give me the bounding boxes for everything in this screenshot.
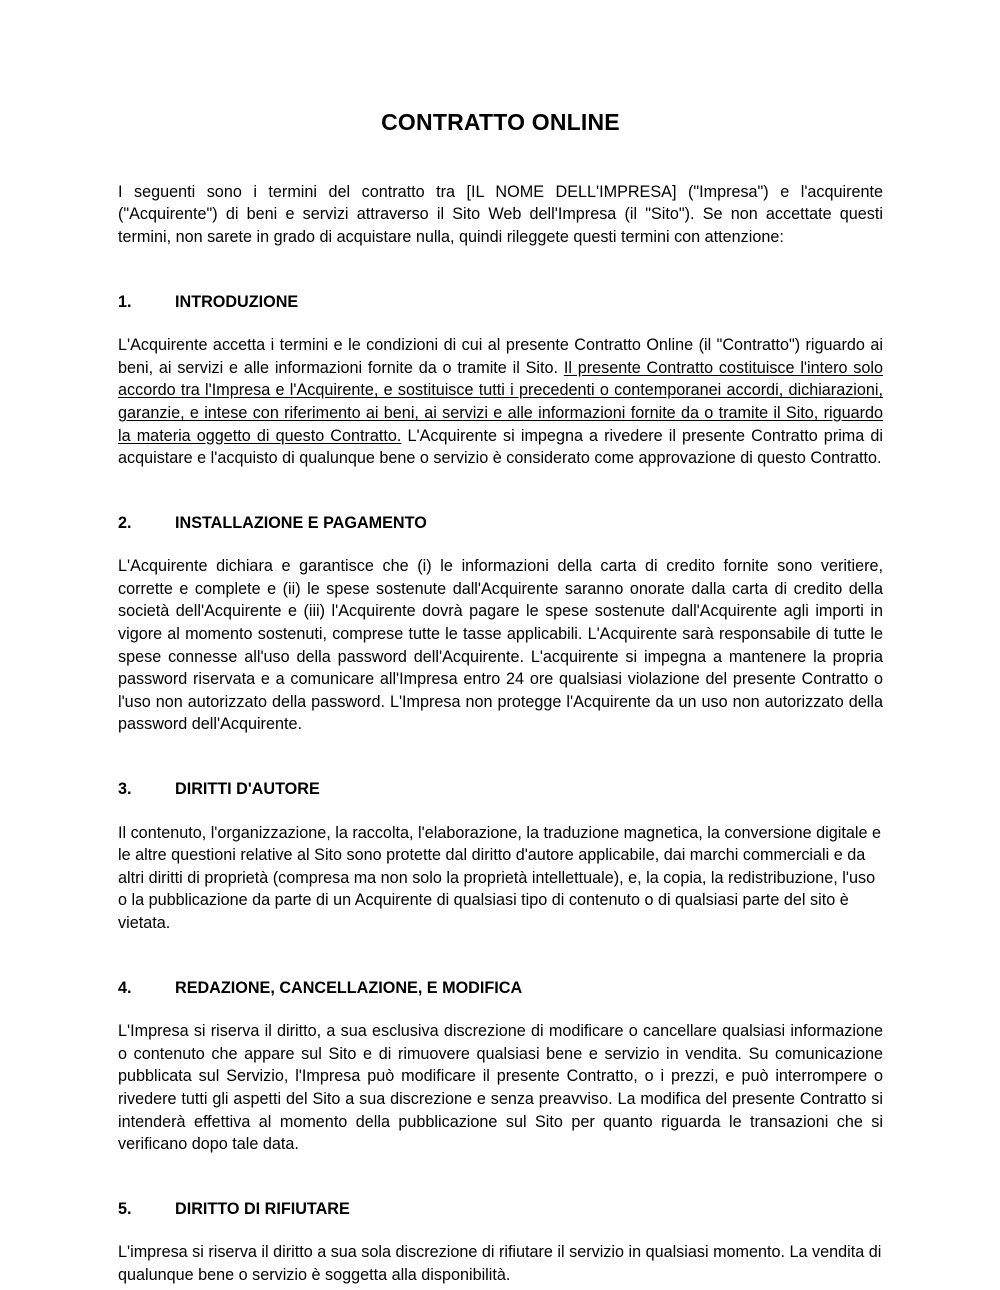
section-2-heading [118, 470, 883, 535]
section-4-heading-text: REDAZIONE, CANCELLAZIONE, E MODIFICA [175, 978, 523, 997]
section-4-heading [118, 935, 883, 1000]
section-5-number: 5. [118, 1199, 132, 1218]
page-title: CONTRATTO ONLINE [381, 109, 620, 135]
section-1-heading-text: INTRODUZIONE [175, 292, 299, 311]
section-1-body-after: L'Acquirente si impegna a rivedere il presente Contratto prima di acquistare e l'acquisto di qualunque bene o servizio è considerato come approvazione di questo Contratto. [118, 426, 883, 468]
section-1-number: 1. [118, 292, 132, 311]
section-3-heading [118, 736, 883, 801]
section-1 [118, 249, 883, 470]
document-content [118, 0, 883, 1287]
section-1-body-before: L'Acquirente accetta i termini e le condizioni di cui al presente Contratto Online (il "Contratto") riguardo ai beni, ai servizi e alle informazioni fornite da o tramite il Sito. [118, 336, 883, 377]
section-1-body [118, 313, 883, 470]
section-2-body: L'Acquirente dichiara e garantisce che (i) le informazioni della carta di credito fornite sono veritiere, corrette e complete e (ii) le spese sostenute dall'Acquirente saranno onorate dalla carta di credito della società dell'Acquirente e (iii) l'Acquirente dovrà pagare le spese sostenute dall'Acquirente agli importi in vigore al momento sostenuti, comprese tutte le tasse applicabili. L'Acquirente sarà responsabile di tutte le spese connesse all'uso della password dell'Acquirente. L'acquirente si impegna a mantenere la propria password riservata e a comunicare all'Impresa entro 24 ore qualsiasi violazione del presente Contratto o l'uso non autorizzato della password. L'Impresa non protegge l'Acquirente da un uso non autorizzato della password dell'Acquirente. [118, 557, 883, 734]
section-1-heading [118, 249, 883, 314]
section-2-heading-text: INSTALLAZIONE E PAGAMENTO [175, 513, 427, 532]
section-4-body: L'Impresa si riserva il diritto, a sua esclusiva discrezione di modificare o cancellare qualsiasi informazione o contenuto che appare sul Sito e di rimuovere qualsiasi bene e servizio in vendita. Su comunicazione pubblicata sul Servizio, l'Impresa può modificare il presente Contratto, o i prezzi, e può interrompere o rivedere tutti gli aspetti del Sito a sua discrezione e senza preavviso. La modifica del presente Contratto si intenderà effettiva al momento della pubblicazione sul Sito per quanto riguarda le transazioni che si verificano dopo tale data. [118, 1022, 883, 1154]
section-2-number: 2. [118, 513, 132, 532]
section-1-body-underlined: Il presente Contratto costituisce l'intero solo accordo tra l'Impresa e l'Acquirente, e sostituisce tutti i precedenti o contemporanei accordi, dichiarazioni, garanzie, e intese con riferimento ai beni, ai servizi e alle informazioni fornite da o tramite il Sito, riguardo la materia oggetto di questo Contratto. [118, 358, 884, 445]
section-2 [118, 470, 883, 736]
section-5-body: L'impresa si riserva il diritto a sua sola discrezione di rifiutare il servizio in qualsiasi momento. La vendita di qualunque bene o servizio è soggetta alla disponibilità. [118, 1243, 882, 1284]
section-4-number: 4. [118, 978, 132, 997]
section-5-heading-text: DIRITTO DI RIFIUTARE [175, 1199, 350, 1218]
section-5 [118, 1156, 883, 1287]
section-3-number: 3. [118, 780, 132, 799]
section-3-body: Il contenuto, l'organizzazione, la raccolta, l'elaborazione, la traduzione magnetica, la conversione digitale e le altre questioni relative al Sito sono protette dal diritto d'autore applicabile, dai marchi commerciali e da altri diritti di proprietà (compresa ma non solo la proprietà intellettuale), e, la copia, la redistribuzione, l'uso o la pubblicazione da parte di un Acquirente di qualsiasi tipo di contenuto o di qualsiasi parte del sito è vietata. [118, 823, 881, 932]
intro-paragraph: I seguenti sono i termini del contratto tra [IL NOME DELL'IMPRESA] ("Impresa") e l'acquirente ("Acquirente") di beni e servizi attraverso il Sito Web dell'Impresa (il "Sito"). Se non accettate questi termini, non sarete in grado di acquistare nulla, quindi rileggete questi termini con attenzione: [118, 182, 883, 246]
section-3 [118, 736, 883, 935]
section-5-heading [118, 1156, 883, 1221]
section-4 [118, 935, 883, 1156]
section-3-heading-text: DIRITTI D'AUTORE [175, 780, 320, 799]
